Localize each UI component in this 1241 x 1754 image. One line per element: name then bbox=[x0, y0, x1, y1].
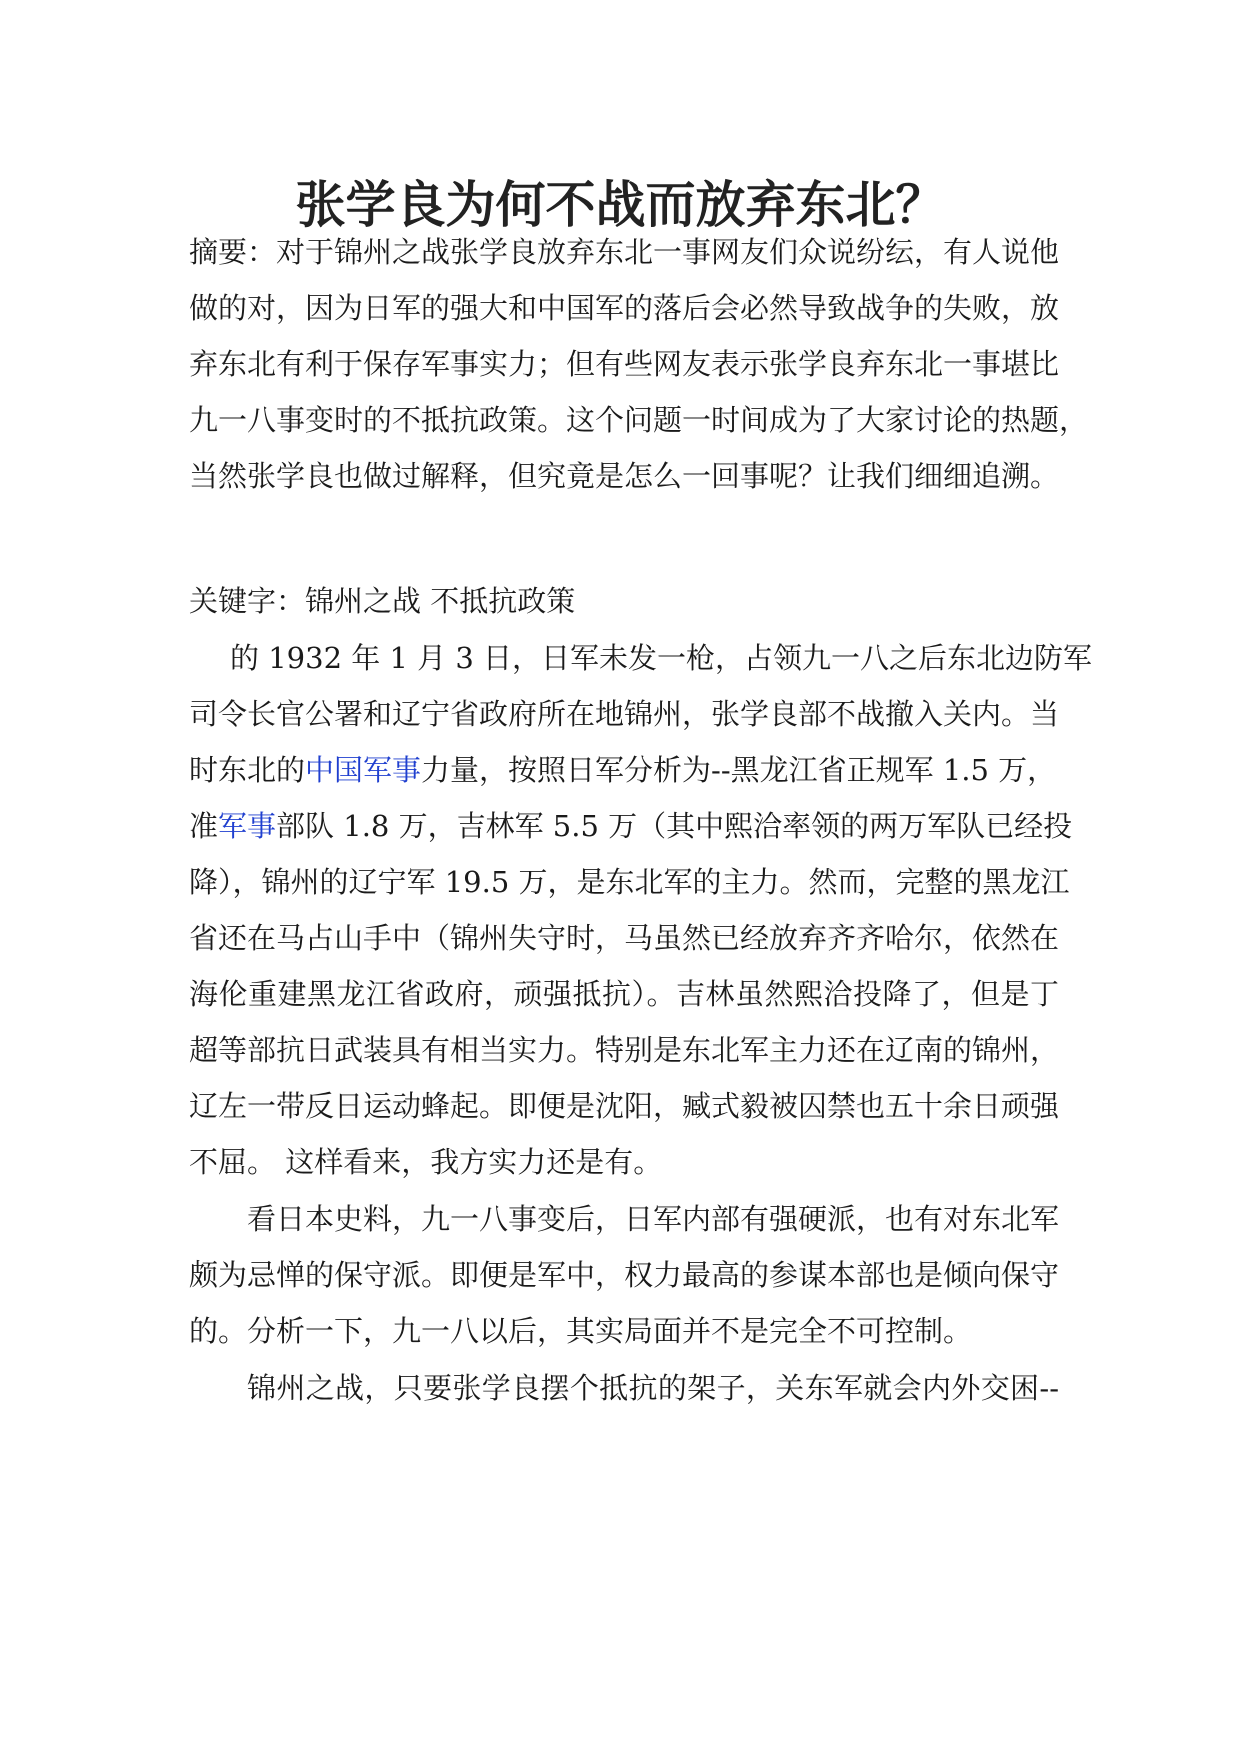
body-line: 看日本史料，九一八事变后，日军内部有强硬派，也有对东北军 bbox=[247, 1202, 1060, 1236]
body-text: 时东北的 bbox=[189, 753, 306, 787]
abstract-line: 九一八事变时的不抵抗政策。这个问题一时间成为了大家讨论的热题， bbox=[189, 403, 1089, 437]
body-text: 准 bbox=[189, 809, 219, 843]
abstract-line: 摘要：对于锦州之战张学良放弃东北一事网友们众说纷纭，有人说他 bbox=[189, 235, 1060, 269]
body-line: 的 1932 年 1 月 3 日，日军未发一枪，占领九一八之后东北边防军 bbox=[230, 641, 1093, 675]
body-line: 辽左一带反日运动蜂起。即便是沈阳，臧式毅被囚禁也五十余日顽强 bbox=[189, 1089, 1060, 1123]
body-text: 部队 1.8 万，吉林军 5.5 万（其中熙洽率领的两万军队已经投 bbox=[276, 809, 1073, 843]
link-chinese-military[interactable]: 中国军事 bbox=[305, 753, 422, 787]
body-line: 颇为忌惮的保守派。即便是军中，权力最高的参谋本部也是倾向保守 bbox=[189, 1258, 1060, 1292]
body-line: 不屈。 这样看来，我方实力还是有。 bbox=[189, 1145, 663, 1179]
body-line: 降），锦州的辽宁军 19.5 万，是东北军的主力。然而，完整的黑龙江 bbox=[189, 865, 1070, 899]
body-line bbox=[189, 806, 1073, 846]
body-line: 的。分析一下，九一八以后，其实局面并不是完全不可控制。 bbox=[189, 1314, 973, 1348]
link-military[interactable]: 军事 bbox=[218, 809, 277, 843]
body-line: 海伦重建黑龙江省政府，顽强抵抗）。吉林虽然熙洽投降了，但是丁 bbox=[189, 977, 1059, 1011]
page-title: 张学良为何不战而放弃东北？ bbox=[295, 176, 946, 234]
body-line bbox=[189, 750, 1059, 790]
body-line: 省还在马占山手中（锦州失守时，马虽然已经放弃齐齐哈尔，依然在 bbox=[189, 921, 1060, 955]
body-line: 锦州之战，只要张学良摆个抵抗的架子，关东军就会内外交困-- bbox=[247, 1371, 1059, 1405]
abstract-line: 做的对，因为日军的强大和中国军的落后会必然导致战争的失败，放 bbox=[189, 291, 1060, 325]
abstract-line: 弃东北有利于保存军事实力；但有些网友表示张学良弃东北一事堪比 bbox=[189, 347, 1060, 381]
abstract-line: 当然张学良也做过解释，但究竟是怎么一回事呢？让我们细细追溯。 bbox=[189, 459, 1060, 493]
body-line: 超等部抗日武装具有相当实力。特别是东北军主力还在辽南的锦州， bbox=[189, 1033, 1060, 1067]
body-line: 司令长官公署和辽宁省政府所在地锦州，张学良部不战撤入关内。当 bbox=[189, 697, 1060, 731]
body-text: 力量，按照日军分析为--黑龙江省正规军 1.5 万， bbox=[421, 753, 1057, 787]
keywords-line: 关键字：锦州之战 不抵抗政策 bbox=[189, 584, 576, 618]
